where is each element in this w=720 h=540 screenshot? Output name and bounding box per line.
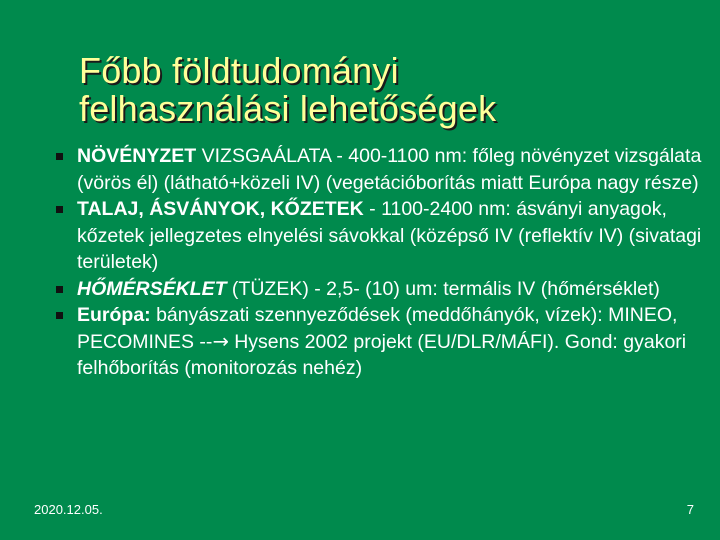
bullet-text: - 1100-2400 nm: ásványi anyagok, kőzetek jellegzetes elnyelési sávokkal (középső IV (reflektív IV) (sivatagi területek) — [77, 198, 702, 273]
square-bullet-icon — [56, 286, 63, 293]
bullet-lead: Európa: — [77, 304, 151, 326]
right-arrow-icon: → — [212, 329, 229, 353]
bullet-item-europe — [52, 302, 702, 382]
bullet-text-after-arrow: Hysens 2002 projekt (EU/DLR/MÁFI). Gond: gyakori felhőborítás (monitorozás nehéz) — [77, 330, 687, 379]
square-bullet-icon — [56, 206, 63, 213]
page-number: 7 — [686, 502, 694, 517]
bullet-lead: TALAJ, ÁSVÁNYOK, KŐZETEK — [77, 198, 364, 220]
bullet-text: (TÜZEK) - 2,5- (10) um: termális IV (hőmérséklet) — [226, 277, 660, 300]
bullet-item-soil-minerals — [52, 196, 702, 276]
square-bullet-icon — [56, 153, 63, 160]
bullet-lead: NÖVÉNYZET — [77, 145, 197, 167]
bullet-text: VIZSGAÁLATA - 400-1100 nm: főleg növényzet vizsgálata (vörös él) (látható+közeli IV) (vegetációborítás miatt Európa nagy része) — [77, 145, 702, 194]
bullet-item-temperature — [52, 276, 702, 303]
slide-title-line-2: felhasználási lehetőségek — [79, 88, 497, 129]
slide-title — [79, 52, 679, 128]
bullet-lead: HŐMÉRSÉKLET — [77, 277, 227, 300]
footer-date: 2020.12.05. — [34, 502, 103, 517]
square-bullet-icon — [56, 312, 63, 319]
bullet-text-before-arrow: bányászati szennyeződések (meddőhányók, vízek): MINEO, PECOMINES -- — [77, 304, 678, 353]
slide-title-line-1: Főbb földtudományi — [79, 50, 399, 91]
bullet-list — [52, 143, 702, 382]
bullet-item-vegetation — [52, 143, 702, 196]
